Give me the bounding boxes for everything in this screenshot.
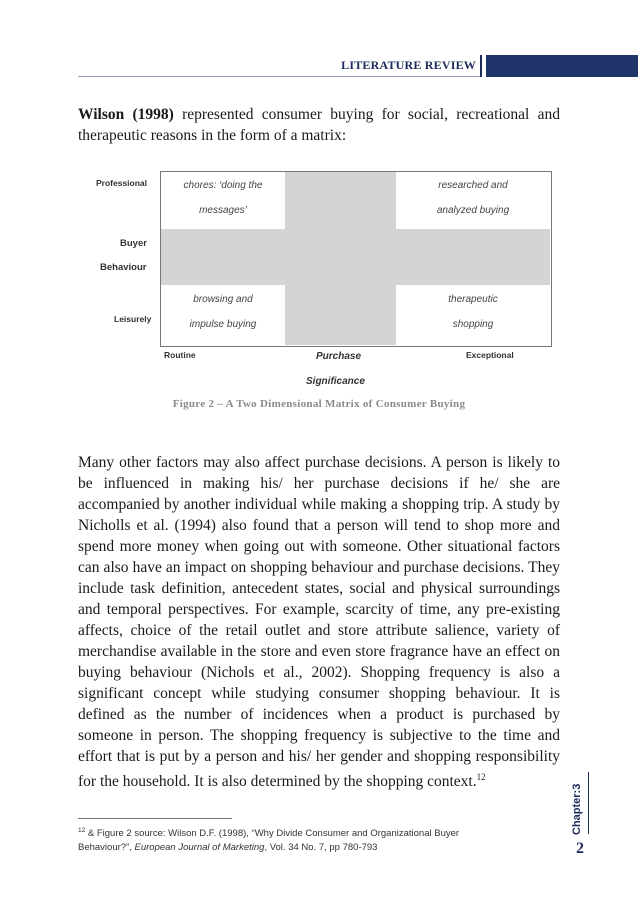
quadrant-bottom-right-line-1: therapeutic [448, 294, 498, 305]
chapter-rule [588, 772, 589, 834]
y-axis-title-2: Behaviour [100, 262, 147, 273]
footnote-reference: 12 [476, 772, 486, 782]
quadrant-top-right-line-1: researched and [438, 180, 508, 191]
consumer-buying-matrix [90, 168, 560, 390]
page-number: 2 [576, 840, 584, 857]
intro-text: represented consumer buying for social, recreational and therapeutic reasons in the form of a matrix: [78, 106, 561, 144]
quadrant-top-left-line-1: chores: ‘doing the [183, 180, 263, 191]
body-paragraph [78, 452, 560, 792]
y-axis-top-label: Professional [96, 178, 148, 188]
quadrant-top-left-line-2: messages’ [199, 205, 247, 216]
intro-paragraph [78, 104, 560, 146]
footnote-text-a: & Figure 2 source: Wilson D.F. (1998), “Why Divide Consumer and Organizational Buyer Behaviour?”, [78, 828, 460, 854]
x-axis-right-label: Exceptional [466, 350, 514, 360]
body-text: Many other factors may also affect purchase decisions. A person is likely to be influenced in making his/ her purchase decisions if he/ she are accompanied by another individual while making a shopping trip. A study by Nicholls et al. (1994) also found that a person will tend to shop more and spend more money when going out with someone. Other situational factors can also have an impact on shopping behaviour and purchase decisions. They include task definition, antecedent states, social and physical surroundings and temporal perspectives. For example, scarcity of time, any pre-existing affects, choice of the retail outlet and store attribute salience, variety of merchandise available in the store and even store fragrance have an effect on buying behaviour (Nichols et al., 2002). Shopping frequency is also a significant concept while studying consumer shopping behaviour. It is defined as the number of incidences when a product is purchased by someone in person. The shopping frequency is subjective to the time and effort that is put by a person and his/ her gender and shopping responsibility for the household. It is also determined by the shopping context. [78, 454, 560, 791]
header-separator [480, 55, 482, 77]
y-axis-title-1: Buyer [120, 238, 147, 249]
x-axis-title-2: Significance [306, 376, 365, 387]
footnote-number: 12 [78, 827, 86, 834]
quadrant-bottom-right-line-2: shopping [452, 319, 494, 330]
footnote-text-b: , Vol. 34 No. 7, pp 780-793 [264, 842, 378, 854]
quadrant-bottom-left-line-1: browsing and [193, 294, 253, 305]
figure-caption: Figure 2 – A Two Dimensional Matrix of Consumer Buying [172, 398, 466, 410]
x-axis-left-label: Routine [164, 350, 196, 360]
footnote-journal: European Journal of Marketing [134, 842, 265, 854]
chapter-label: Chapter:3 [571, 783, 583, 835]
quadrant-top-right-line-2: analyzed buying [436, 205, 510, 216]
header-accent-bar [486, 55, 638, 77]
quadrant-bottom-left-line-2: impulse buying [189, 319, 257, 330]
footnote-rule [78, 818, 232, 819]
y-axis-bottom-label: Leisurely [114, 314, 152, 324]
running-header-title: LITERATURE REVIEW [341, 58, 476, 72]
x-axis-title-1: Purchase [316, 351, 362, 362]
footnote [78, 824, 498, 855]
intro-author: Wilson (1998) [78, 106, 174, 123]
header-rule [78, 76, 480, 77]
